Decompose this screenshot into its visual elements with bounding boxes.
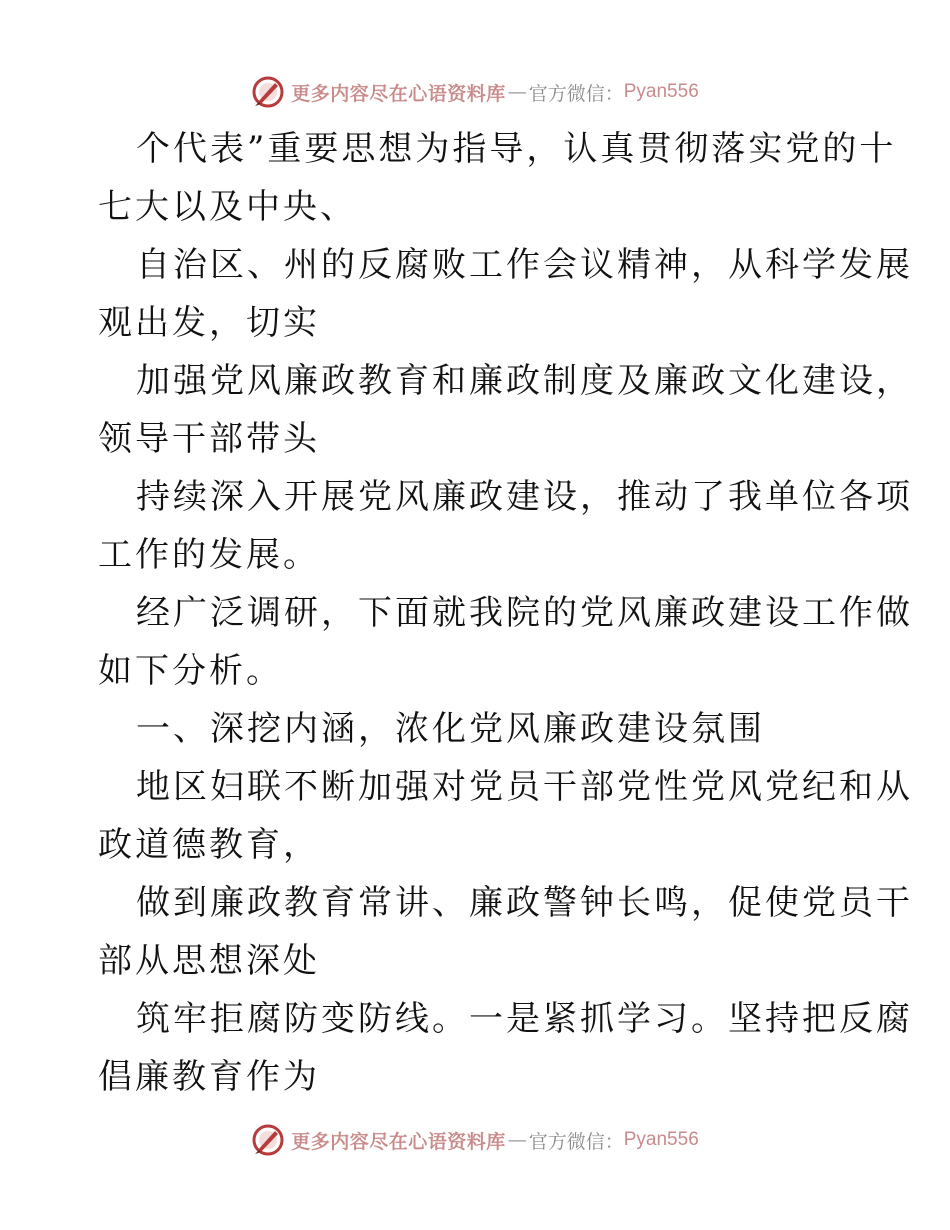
footer-dash: — bbox=[507, 1129, 527, 1151]
document-body bbox=[98, 120, 913, 1106]
body-line: 个代表”重要思想为指导，认真贯彻落实党的十 bbox=[136, 129, 897, 169]
body-line: 领导干部带头 bbox=[98, 419, 320, 459]
header-brand-text: 更多内容尽在心语资料库 bbox=[291, 82, 506, 105]
body-line: 经广泛调研，下面就我院的党风廉政建设工作做 bbox=[136, 593, 913, 633]
body-line: 持续深入开展党风廉政建设，推动了我单位各项 bbox=[136, 477, 913, 517]
body-line: 地区妇联不断加强对党员干部党性党风党纪和从 bbox=[136, 767, 913, 807]
body-line: 工作的发展。 bbox=[98, 535, 320, 575]
pen-logo-icon bbox=[251, 75, 285, 109]
header-dash: — bbox=[507, 81, 527, 103]
body-line: 观出发，切实 bbox=[98, 303, 320, 343]
body-line: 部从思想深处 bbox=[98, 941, 320, 981]
body-line: 加强党风廉政教育和廉政制度及廉政文化建设， bbox=[136, 361, 913, 401]
header-contact-label: 官方微信： bbox=[528, 82, 624, 105]
body-line: 七大以及中央、 bbox=[98, 187, 357, 227]
footer-banner bbox=[0, 1120, 950, 1160]
footer-contact-account: Pyan556 bbox=[623, 1129, 699, 1150]
header-contact-account: Pyan556 bbox=[623, 81, 699, 102]
body-line: 倡廉教育作为 bbox=[98, 1057, 320, 1097]
section-heading: 一、深挖内涵，浓化党风廉政建设氛围 bbox=[136, 709, 765, 749]
body-line: 筑牢拒腐防变防线。一是紧抓学习。坚持把反腐 bbox=[136, 999, 913, 1039]
footer-brand-text: 更多内容尽在心语资料库 bbox=[291, 1130, 506, 1153]
body-line: 做到廉政教育常讲、廉政警钟长鸣，促使党员干 bbox=[136, 883, 913, 923]
body-line: 自治区、州的反腐败工作会议精神，从科学发展 bbox=[136, 245, 913, 285]
header-banner bbox=[0, 72, 950, 112]
pen-logo-icon bbox=[251, 1123, 285, 1157]
footer-contact-label: 官方微信： bbox=[528, 1130, 624, 1153]
body-line: 如下分析。 bbox=[98, 651, 283, 691]
body-line: 政道德教育， bbox=[98, 825, 320, 865]
